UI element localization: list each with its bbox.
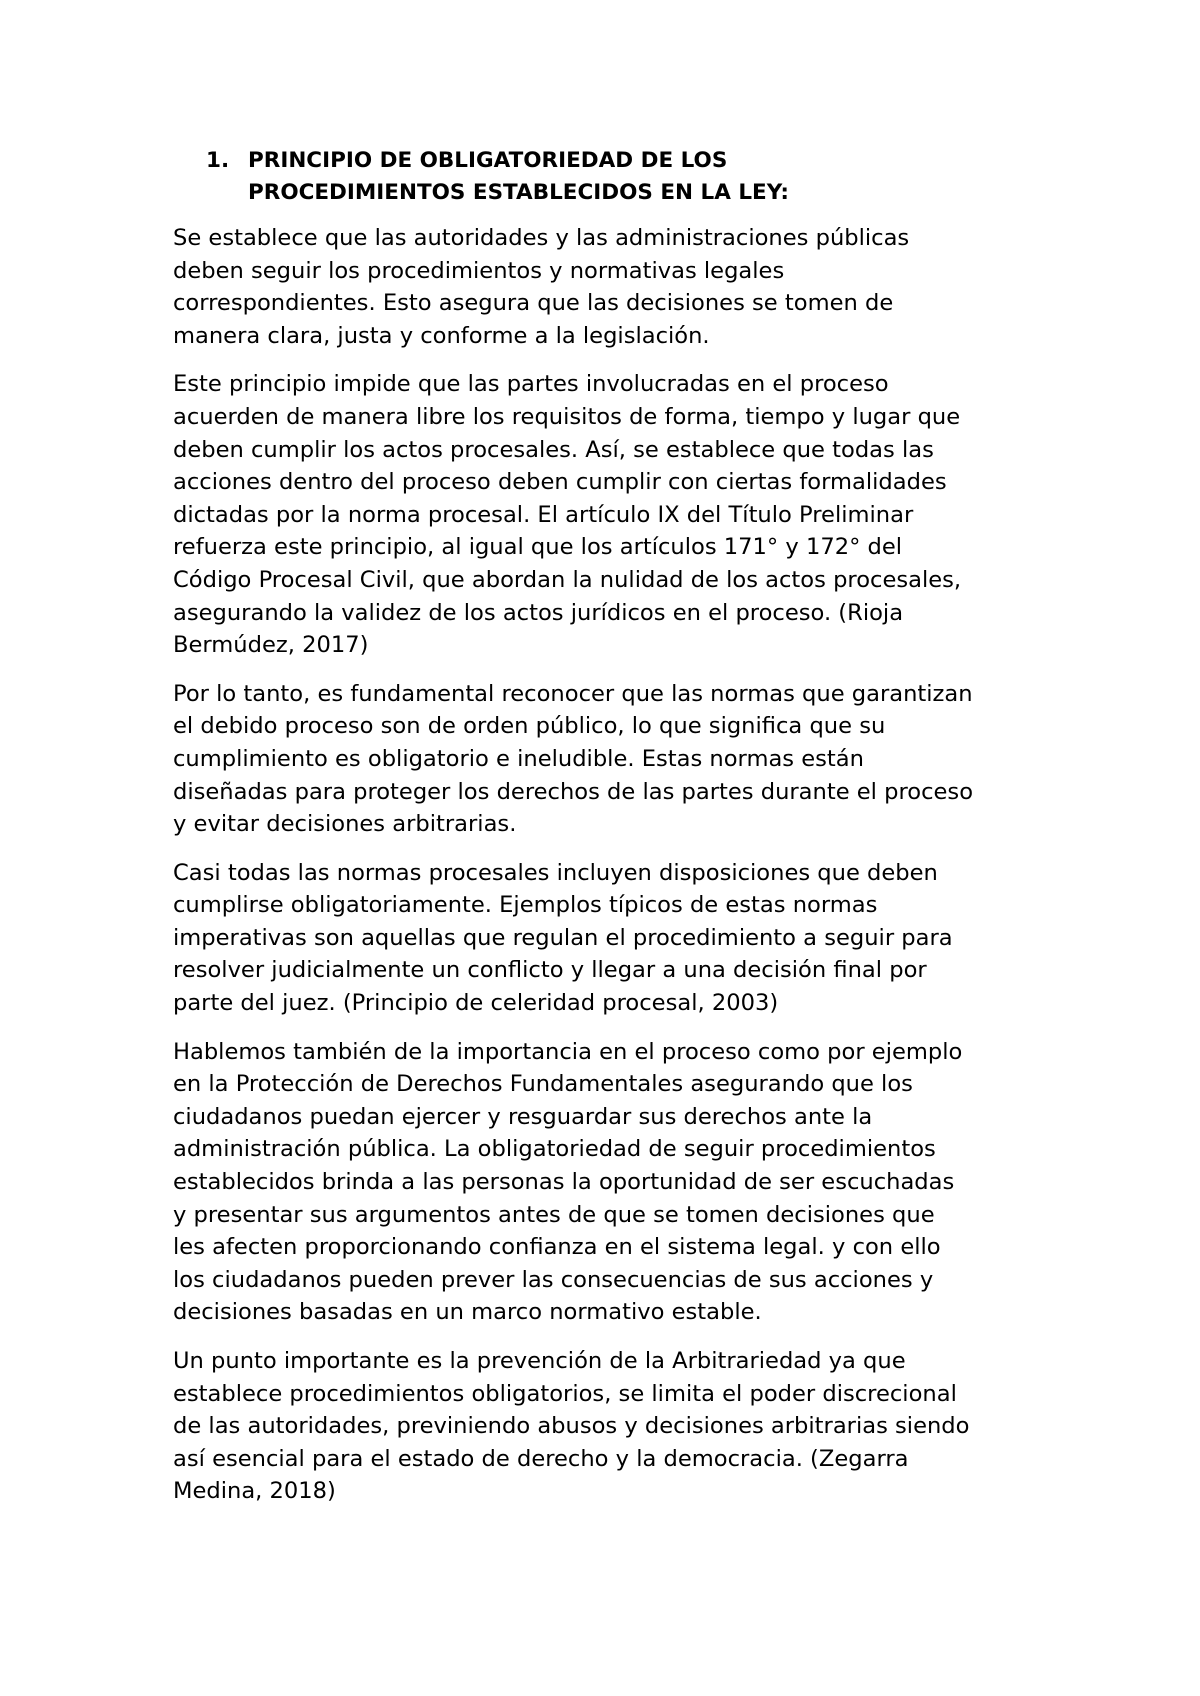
section-heading bbox=[206, 145, 966, 209]
paragraph-5: Hablemos también de la importancia en el proceso como por ejemplo en la Protección de Derechos Fundamentales asegurando que los ciudadanos puedan ejercer y resguardar sus derechos ante la administración pública. La obligatoriedad de seguir procedimientos establecidos brinda a las personas la oportunidad de ser escuchadas y presentar sus argumentos antes de que se tomen decisiones que les afecten proporcionando confianza en el sistema legal. y con ello los ciudadanos pueden prever las consecuencias de sus acciones y decisiones basadas en un marco normativo estable. bbox=[173, 1038, 963, 1326]
paragraph-4: Casi todas las normas procesales incluyen disposiciones que deben cumplirse obligatoriamente. Ejemplos típicos de estas normas imperativas son aquellas que regulan el procedimiento a seguir para resolver judicialmente un conflicto y llegar a una decisión final por parte del juez. (Principio de celeridad procesal, 2003) bbox=[173, 859, 953, 1017]
document-body bbox=[173, 222, 1053, 1524]
paragraph-2: Este principio impide que las partes involucradas en el proceso acuerden de manera libre los requisitos de forma, tiempo y lugar que deben cumplir los actos procesales. Así, se establece que todas las acciones dentro del proceso deben cumplir con ciertas formalidades dictadas por la norma procesal. El artículo IX del Título Preliminar refuerza este principio, al igual que los artículos 171° y 172° del Código Procesal Civil, que abordan la nulidad de los actos procesales, asegurando la validez de los actos jurídicos en el proceso. (Rioja Bermúdez, 2017) bbox=[173, 371, 962, 659]
paragraph-3: Por lo tanto, es fundamental reconocer que las normas que garantizan el debido proceso son de orden público, lo que significa que su cumplimiento es obligatorio e ineludible. Estas normas están diseñadas para proteger los derechos de las partes durante el proceso y evitar decisiones arbitrarias. bbox=[173, 680, 974, 838]
heading-number: 1. bbox=[206, 148, 230, 173]
paragraph-1: Se establece que las autoridades y las administraciones públicas deben seguir los procedimientos y normativas legales correspondientes. Esto asegura que las decisiones se tomen de manera clara, justa y conforme a la legislación. bbox=[173, 225, 910, 349]
paragraph-6: Un punto importante es la prevención de la Arbitrariedad ya que establece procedimientos obligatorios, se limita el poder discrecional de las autoridades, previniendo abusos y decisiones arbitrarias siendo así esencial para el estado de derecho y la democracia. (Zegarra Medina, 2018) bbox=[173, 1348, 970, 1505]
heading-title: PRINCIPIO DE OBLIGATORIEDAD DE LOS PROCEDIMIENTOS ESTABLECIDOS EN LA LEY: bbox=[248, 148, 790, 205]
